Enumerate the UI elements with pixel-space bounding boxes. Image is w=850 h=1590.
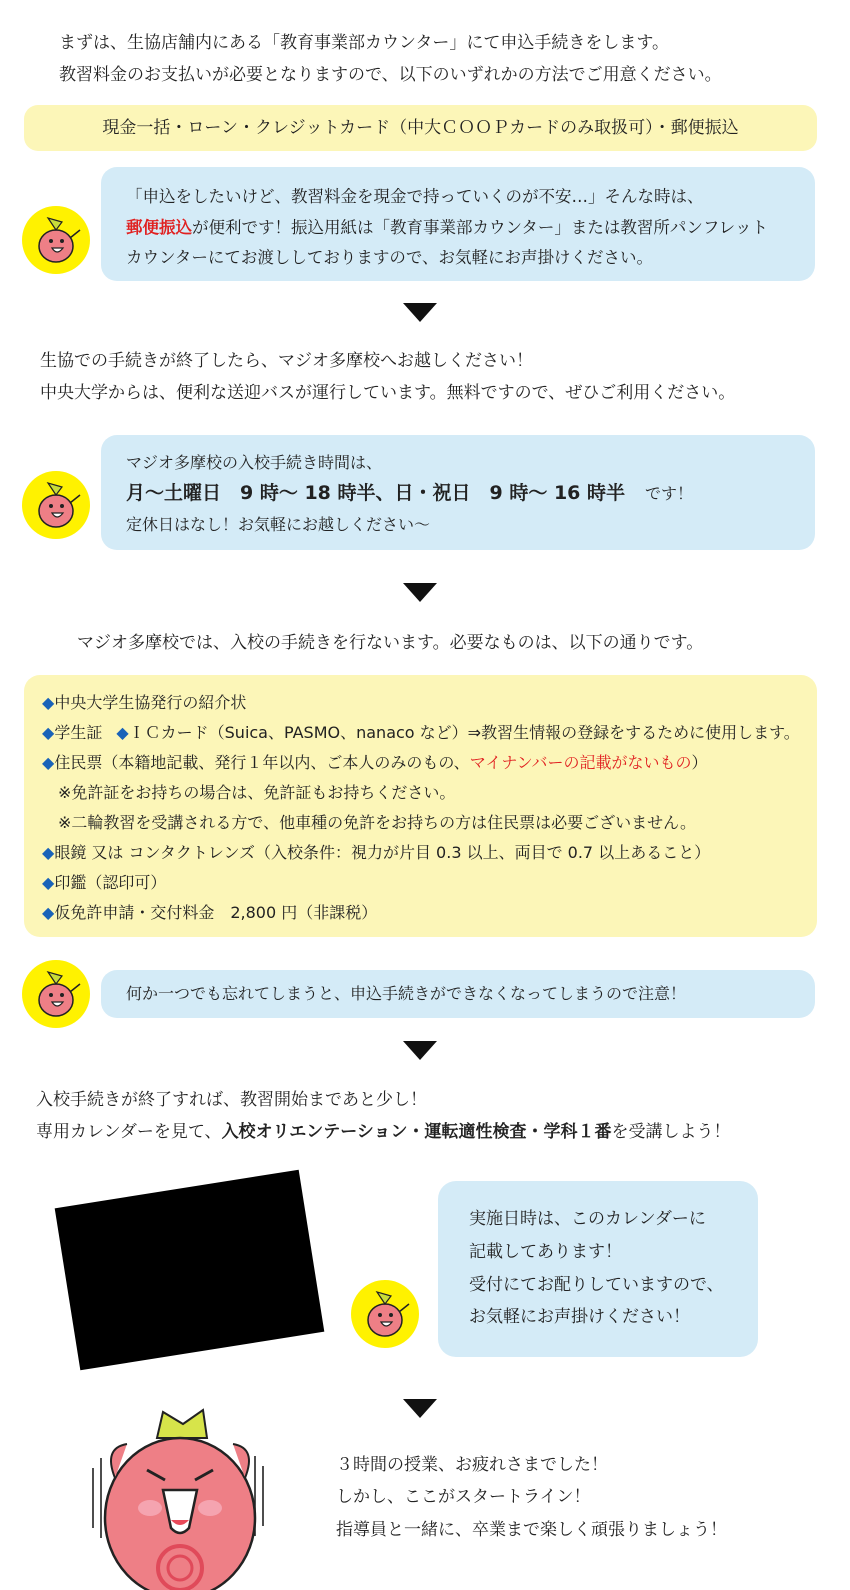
speech-bubble-hours (101, 435, 815, 550)
bubble4-line-2: 記載してあります！ (469, 1242, 622, 1262)
bubble4-line-3: 受付にてお配りしていますので、 (469, 1275, 724, 1295)
down-arrow-icon (403, 303, 437, 322)
down-arrow-icon (403, 1399, 437, 1418)
requirement-fee: ◆仮免許申請・交付料金 2,800 円（非課税） (42, 903, 378, 922)
requirement-note-license: ※免許証をお持ちの場合は、免許証もお持ちください。 (58, 783, 456, 802)
requirement-note-motorcycle: ※二輪教習を受講される方で、他車種の免許をお持ちの方は住民票は必要ございません。 (58, 813, 697, 832)
down-arrow-icon (403, 1041, 437, 1060)
bubble4-line-1: 実施日時は、このカレンダーに (469, 1209, 706, 1229)
speech-bubble-warning (101, 970, 815, 1018)
section4-line-1: 入校手続きが終了すれば、教習開始まであと少し！ (36, 1090, 427, 1110)
mascot-icon (22, 471, 90, 539)
calendar-image (55, 1170, 325, 1371)
my-number-warning: マイナンバーの記載がないもの (469, 753, 692, 772)
bubble3-line-1: 何か一つでも忘れてしまうと、申込手続きができなくなってしまうので注意！ (126, 984, 687, 1003)
mascot-large-icon (85, 1408, 275, 1590)
postal-transfer-highlight: 郵便振込 (126, 218, 192, 237)
speech-bubble-calendar (438, 1181, 758, 1357)
bubble2-line-3: 定休日はなし！お気軽にお越しください〜 (126, 515, 431, 534)
section2-line-1: 生協での手続きが終了したら、マジオ多摩校へお越しください！ (40, 351, 533, 371)
down-arrow-icon (403, 583, 437, 602)
requirement-glasses: ◆眼鏡 又は コンタクトレンズ（入校条件：視力が片目 0.3 以上、両目で 0.7 以上あること） (42, 843, 711, 862)
closing-line-1: ３時間の授業、お疲れさまでした！ (336, 1455, 608, 1475)
bubble4-line-4: お気軽にお声掛けください！ (469, 1307, 690, 1327)
requirements-list (42, 688, 812, 928)
mascot-icon (351, 1280, 419, 1348)
section4-line-2: 専用カレンダーを見て、入校オリエンテーション・運転適性検査・学科１番を受講しよう！ (36, 1122, 731, 1142)
bubble1-line-1: 「申込をしたいけど、教習料金を現金で持っていくのが不安…」そんな時は、 (126, 187, 704, 206)
requirements-box (24, 675, 817, 937)
bubble2-hours-line: 月〜土曜日 9 時〜 18 時半、日・祝日 9 時〜 16 時半 です！ (126, 482, 694, 504)
closing-line-2: しかし、ここがスタートライン！ (336, 1487, 591, 1507)
intro-line-1: まずは、生協店舗内にある「教育事業部カウンター」にて申込手続きをします。 (59, 33, 669, 53)
intro-line-2: 教習料金のお支払いが必要となりますので、以下のいずれかの方法でご用意ください。 (59, 65, 722, 85)
requirement-resident-card: ◆住民票（本籍地記載、発行１年以内、ご本人のみのもの、マイナンバーの記載がないもの） (42, 753, 708, 772)
closing-line-3: 指導員と一緒に、卒業まで楽しく頑張りましょう！ (336, 1520, 727, 1540)
requirement-student-id-ic-card: ◆学生証 ◆ＩＣカード（Suica、PASMO、nanaco など）⇒教習生情報の登録をするために使用します。 (42, 723, 800, 742)
bubble1-line-2: 郵便振込が便利です！振込用紙は「教育事業部カウンター」または教習所パンフレット (126, 218, 769, 237)
speech-bubble-payment (101, 167, 815, 281)
opening-hours: 月〜土曜日 9 時〜 18 時半、日・祝日 9 時〜 16 時半 (126, 482, 626, 504)
mascot-icon (22, 960, 90, 1028)
payment-methods-box (24, 105, 817, 151)
mascot-icon (22, 206, 90, 274)
payment-methods-text: 現金一括・ローン・クレジットカード（中大ＣＯＯＰカードのみ取扱可）・郵便振込 (102, 118, 739, 138)
bubble2-line-1: マジオ多摩校の入校手続き時間は、 (126, 453, 383, 472)
bubble1-line-3: カウンターにてお渡ししておりますので、お気軽にお声掛けください。 (126, 248, 654, 267)
requirement-seal: ◆印鑑（認印可） (42, 873, 167, 892)
section2-line-2: 中央大学からは、便利な送迎バスが運行しています。無料ですので、ぜひご利用ください。 (40, 383, 736, 403)
section3-line-1: マジオ多摩校では、入校の手続きを行ないます。必要なものは、以下の通りです。 (77, 633, 704, 653)
requirement-referral-letter: ◆中央大学生協発行の紹介状 (42, 693, 247, 712)
